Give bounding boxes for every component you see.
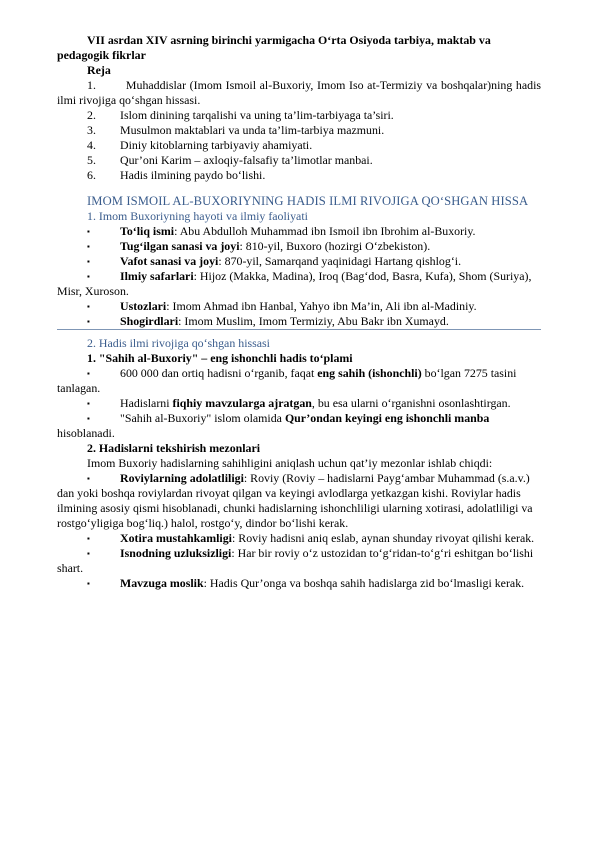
plan-item-number: 3. — [87, 123, 96, 137]
list-item: ▪ Isnodning uzluksizligi: Har bir roviy o‘z ustozidan to‘g‘ridan-to‘g‘ri eshitgan bo‘lishi shart. — [57, 546, 534, 575]
plan-list — [57, 78, 541, 183]
bullet-icon: ▪ — [87, 317, 90, 326]
criteria-list — [57, 471, 541, 591]
subsection-heading-contribution: 2. Hadis ilmi rivojiga qo‘shgan hissasi — [87, 336, 270, 350]
subsection-heading-biography: 1. Imom Buxoriyning hayoti va ilmiy faoliyati — [87, 209, 308, 223]
plan-item-text: Hadis ilmining paydo bo‘lishi. — [120, 168, 266, 182]
bullet-icon: ▪ — [87, 549, 90, 558]
bullet-icon: ▪ — [87, 227, 90, 236]
plan-item — [57, 108, 541, 123]
list-item: ▪ Ilmiy safarlari: Hijoz (Makka, Madina), Iroq (Bag‘dod, Basra, Kufa), Shom (Suriya), Misr, Xuroson. — [57, 269, 532, 298]
list-item: ▪ 600 000 dan ortiq hadisni o‘rganib, faqat eng sahih (ishonchli) bo‘lgan 7275 tasini tanlagan. — [57, 366, 517, 395]
bullet-icon: ▪ — [87, 272, 90, 281]
list-item: ▪ Shogirdlari: Imom Muslim, Imom Termiziy, Abu Bakr ibn Xumayd. — [57, 314, 541, 330]
heading-criteria: 2. Hadislarni tekshirish mezonlari — [87, 441, 261, 455]
list-item: ▪ Tug‘ilgan sanasi va joyi: 810-yil, Buxoro (hozirgi O‘zbekiston). — [87, 239, 431, 253]
plan-item-text: Qur’oni Karim – axloqiy-falsafiy ta’limotlar manbai. — [120, 153, 373, 167]
plan-item — [57, 138, 541, 153]
list-item: ▪ To‘liq ismi: Abu Abdulloh Muhammad ibn Ismoil ibn Ibrohim al-Buxoriy. — [87, 224, 476, 238]
plan-item — [57, 78, 541, 108]
plan-item — [57, 153, 541, 168]
bullet-icon: ▪ — [87, 414, 90, 423]
plan-item-text: Muhaddislar (Imom Ismoil al-Buxoriy, Imom Iso at-Termiziy va boshqalar)ning hadis ilmi rivojiga qo‘shgan hissasi. — [57, 78, 541, 107]
list-item: ▪ Ustozlari: Imom Ahmad ibn Hanbal, Yahyo ibn Ma’in, Ali ibn al-Madiniy. — [87, 299, 477, 313]
list-item: ▪ Mavzuga moslik: Hadis Qur’onga va boshqa sahih hadislarga zid bo‘lmasligi kerak. — [87, 576, 525, 590]
criteria-intro: Imom Buxoriy hadislarning sahihligini aniqlash uchun qat’iy mezonlar ishlab chiqdi: — [87, 456, 493, 470]
plan-item — [57, 123, 541, 138]
list-item: ▪ Xotira mustahkamligi: Roviy hadisni aniq eslab, aynan shunday rivoyat qilishi kerak. — [87, 531, 535, 545]
bullet-icon: ▪ — [87, 474, 90, 483]
plan-item-number: 1. — [87, 78, 96, 92]
bullet-icon: ▪ — [87, 242, 90, 251]
biography-list — [57, 224, 541, 330]
bullet-icon: ▪ — [87, 369, 90, 378]
bullet-icon: ▪ — [87, 302, 90, 311]
list-item: ▪ Roviylarning adolatliligi: Roviy (Roviy – hadislarni Payg‘ambar Muhammad (s.a.v.) dan yoki boshqa roviylardan rivoyat qilgan va keyingi avlodlarga yetkazgan kishi. Roviylar hadis ilmining asosiy qismi hisoblanadi, chunki hadislarning ishonchliligi ularning xotirasi, adolatliligi va rostgo‘yligiga bog‘liq.) halol, rostgo‘y, dindor bo‘lishi kerak. — [57, 471, 533, 530]
plan-item-number: 6. — [87, 168, 96, 182]
bullet-icon: ▪ — [87, 257, 90, 266]
plan-item-number: 2. — [87, 108, 96, 122]
reja-label: Reja — [87, 63, 111, 77]
list-item: ▪ Vafot sanasi va joyi: 870-yil, Samarqand yaqinidagi Hartang qishlog‘i. — [87, 254, 462, 268]
list-item: ▪ "Sahih al-Buxoriy" islom olamida Qur’ondan keyingi eng ishonchli manba hisoblanadi. — [57, 411, 490, 440]
bullet-icon: ▪ — [87, 534, 90, 543]
bullet-icon: ▪ — [87, 579, 90, 588]
page-title: VII asrdan XIV asrning birinchi yarmigacha O‘rta Osiyoda tarbiya, maktab va pedagogik fikrlar — [57, 33, 491, 62]
plan-item-number: 4. — [87, 138, 96, 152]
sahih-list — [57, 366, 541, 441]
plan-item-text: Musulmon maktablari va unda ta’lim-tarbiya mazmuni. — [120, 123, 385, 137]
plan-item-number: 5. — [87, 153, 96, 167]
plan-item-text: Diniy kitoblarning tarbiyaviy ahamiyati. — [120, 138, 313, 152]
section-heading: IMOM ISMOIL AL-BUXORIYNING HADIS ILMI RIVOJIGA QO‘SHGAN HISSA — [87, 194, 529, 208]
bullet-icon: ▪ — [87, 399, 90, 408]
document-content — [57, 33, 541, 591]
plan-item — [57, 168, 541, 183]
plan-item-text: Islom dinining tarqalishi va uning ta’lim-tarbiyaga ta’siri. — [120, 108, 394, 122]
list-item: ▪ Hadislarni fiqhiy mavzularga ajratgan, bu esa ularni o‘rganishni osonlashtirgan. — [87, 396, 511, 410]
heading-sahih-collection: 1. "Sahih al-Buxoriy" – eng ishonchli hadis to‘plami — [87, 351, 353, 365]
